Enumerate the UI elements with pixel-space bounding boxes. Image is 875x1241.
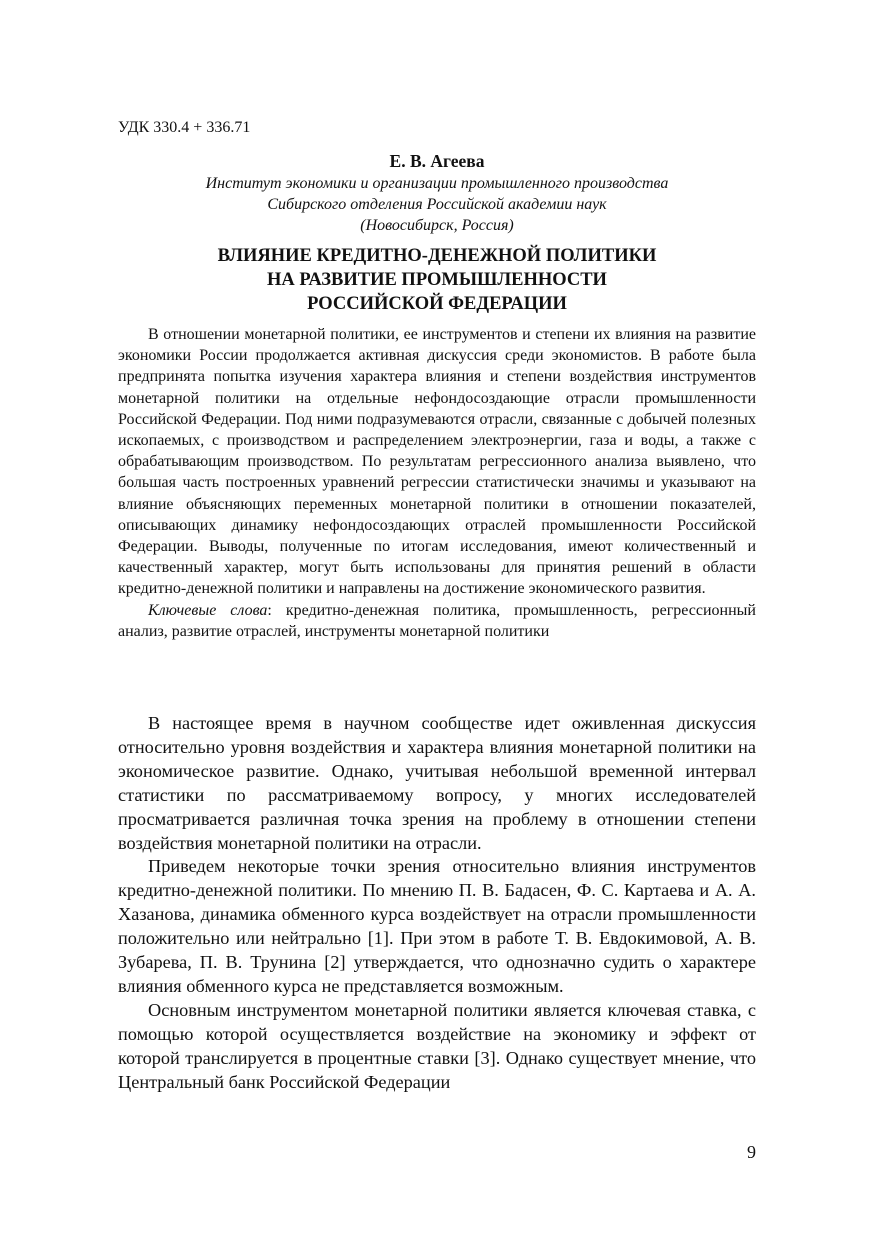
affiliation	[118, 173, 756, 236]
keywords-text: : кредитно-денежная политика, промышленность, регрессионный анализ, развитие отраслей, инструменты монетарной политики	[118, 601, 756, 640]
abstract	[118, 324, 756, 642]
keywords-label: Ключевые слова	[148, 601, 268, 619]
author-name: Е. В. Агеева	[389, 151, 485, 171]
article-title	[118, 244, 756, 316]
affiliation-line: (Новосибирск, Россия)	[360, 217, 514, 234]
keywords	[118, 600, 756, 642]
body-paragraph: В настоящее время в научном сообществе идет оживленная дискуссия относительно уровня воздействия и характера влияния монетарной политики на экономическое развитие. Однако, учитывая небольшой временной интервал статистики по рассматриваемому вопросу, у многих исследователей просматривается различная точка зрения на проблему в отношении степени воздействия монетарной политики на отрасли.	[118, 713, 756, 853]
body-text	[118, 712, 756, 1095]
udk-code: УДК 330.4 + 336.71	[118, 119, 251, 136]
body-paragraph: Основным инструментом монетарной политики является ключевая ставка, с помощью которой осуществляется воздействие на экономику и эффект от которой транслируется в процентные ставки [3]. Однако существует мнение, что Центральный банк Российской Федерации	[118, 999, 756, 1092]
paper-page	[118, 0, 756, 1241]
affiliation-line: Институт экономики и организации промышленного производства	[205, 175, 669, 192]
title-line: ВЛИЯНИЕ КРЕДИТНО-ДЕНЕЖНОЙ ПОЛИТИКИ	[217, 246, 657, 266]
affiliation-line: Сибирского отделения Российской академии наук	[267, 196, 607, 213]
body-paragraph: Приведем некоторые точки зрения относительно влияния инструментов кредитно-денежной политики. По мнению П. В. Бадасен, Ф. С. Картаева и А. А. Хазанова, динамика обменного курса воздействует на отрасли промышленности положительно или нейтрально [1]. При этом в работе Т. В. Евдокимовой, А. В. Зубарева, П. В. Трунина [2] утверждается, что однозначно судить о характере влияния обменного курса не представляется возможным.	[118, 856, 756, 996]
title-line: НА РАЗВИТИЕ ПРОМЫШЛЕННОСТИ	[267, 270, 607, 290]
abstract-text: В отношении монетарной политики, ее инструментов и степени их влияния на развитие экономики России продолжается активная дискуссия среди экономистов. В работе была предпринята попытка изучения характера влияния и степени воздействия инструментов монетарной политики на отдельные нефондосоздающие отрасли промышленности Российской Федерации. Под ними подразумеваются отрасли, связанные с добычей полезных ископаемых, с производством и распределением электроэнергии, газа и воды, а также с обрабатывающим производством. По результатам регрессионного анализа выявлено, что большая часть построенных уравнений регрессии статистически значимы и указывают на влияние объясняющих переменных монетарной политики в отношении показателей, описывающих динамику нефондосоздающих отраслей промышленности Российской Федерации. Выводы, полученные по итогам исследования, имеют количественный и качественный характер, могут быть использованы для принятия решений в области кредитно-денежной политики и направлены на достижение экономического развития.	[118, 326, 756, 598]
title-line: РОССИЙСКОЙ ФЕДЕРАЦИИ	[307, 294, 567, 314]
page-number: 9	[747, 1142, 756, 1162]
